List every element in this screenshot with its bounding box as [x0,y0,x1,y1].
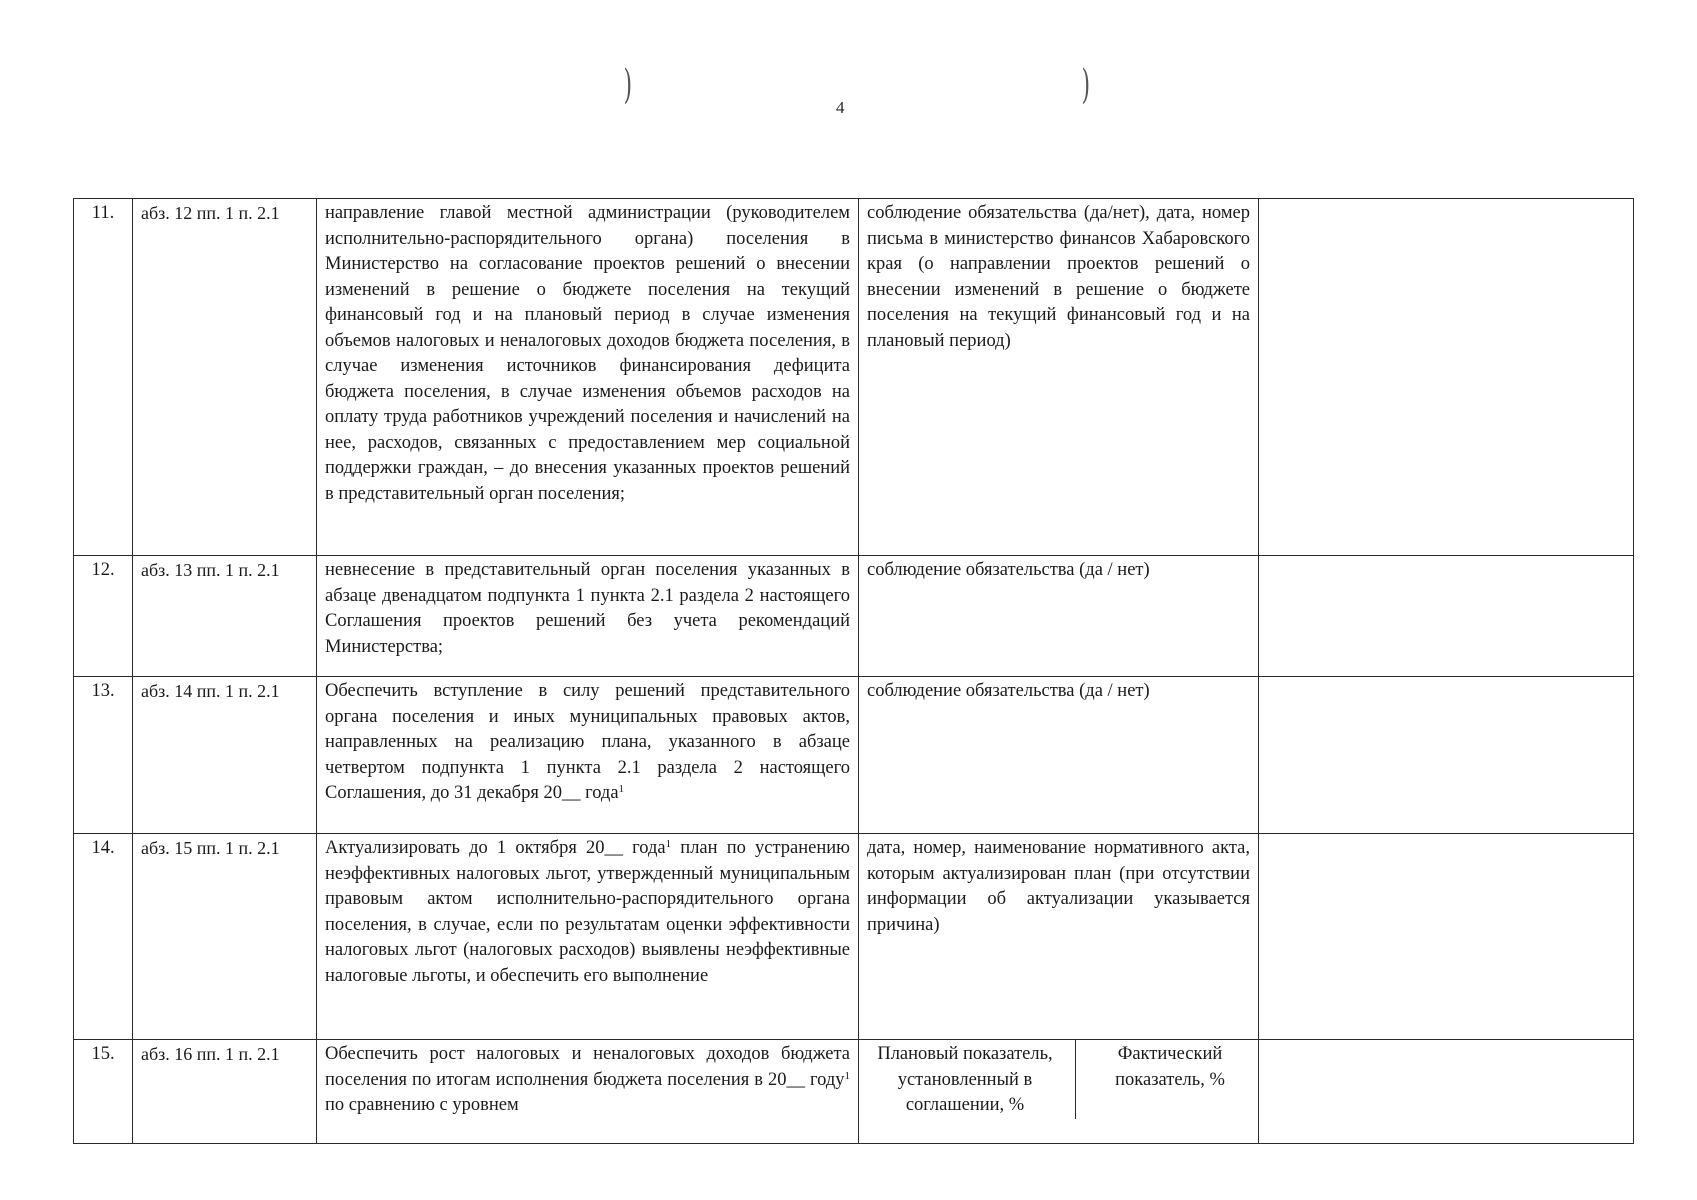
footnote-marker: 1 [844,1069,850,1082]
row-number: 11. [74,199,133,556]
table-row [74,677,1634,834]
footnote-marker: 1 [618,783,625,795]
indicator-split-cell [859,1040,1259,1144]
table-row [74,556,1634,677]
table-row [74,199,1634,556]
planned-indicator-header: Плановый показатель, установленный в соглашении, % [859,1040,1076,1119]
indicator-text: соблюдение обязательства (да/нет), дата, номер письма в министерство финансов Хабаровского края (о направлении проектов решений о внесении изменений в решение о бюджете поселения на текущий финансовый год и на плановый период) [859,199,1259,556]
clause-reference: абз. 13 пп. 1 п. 2.1 [133,556,317,677]
hole-punch-mark-right: ) [1081,62,1091,108]
obligation-text [317,1040,859,1144]
clause-reference: абз. 15 пп. 1 п. 2.1 [133,834,317,1040]
indicator-text: соблюдение обязательства (да / нет) [859,677,1259,834]
extra-cell [1259,1040,1634,1144]
indicator-text: соблюдение обязательства (да / нет) [859,556,1259,677]
clause-reference: абз. 16 пп. 1 п. 2.1 [133,1040,317,1144]
extra-cell [1259,677,1634,834]
hole-punch-mark-left: ) [623,62,633,108]
row-number: 15. [74,1040,133,1144]
indicator-subcolumns [859,1040,1258,1119]
row-number: 12. [74,556,133,677]
obligation-main: Обеспечить вступление в силу решений представительного органа поселения и иных муниципальных правовых актов, направленных на реализацию плана, указанного в абзаце четвертом подпункта 1 пункта 2.1 раздела 2 настоящего Соглашения, до 31 декабря 20__ года [325,681,850,803]
footnote-marker: 1 [665,838,672,850]
obligation-pre: Актуализировать до 1 октября 20__ года [325,838,666,858]
extra-cell [1259,556,1634,677]
obligation-text: невнесение в представительный орган поселения указанных в абзаце двенадцатом подпункта 1 пункта 2.1 раздела 2 настоящего Соглашения проектов решений без учета рекомендаций Министерства; [317,556,859,677]
row-number: 13. [74,677,133,834]
page-number: 4 [836,98,845,117]
obligation-pre: Обеспечить рост налоговых и неналоговых доходов бюджета поселения по итогам исполнения бюджета поселения в 20__ году [325,1044,850,1090]
obligation-text [317,677,859,834]
obligation-post: по сравнению с уровнем [325,1095,519,1115]
table-row [74,1040,1634,1144]
obligation-text [317,834,859,1040]
obligations-table [73,198,1634,1144]
actual-indicator-header: Фактический показатель, % [1115,1044,1225,1090]
clause-reference: абз. 14 пп. 1 п. 2.1 [133,677,317,834]
indicator-text: дата, номер, наименование нормативного акта, которым актуализирован план (при отсутствии информации об актуализации указывается причина) [859,834,1259,1040]
obligation-post: план по устранению неэффективных налоговых льгот, утвержденный муниципальным правовым актом исполнительно-распорядительного органа поселения, в случае, если по результатам оценки эффективности налоговых льгот (налоговых расходов) выявлены неэффективные налоговые льготы, и обеспечить его выполнение [325,838,850,986]
row-number: 14. [74,834,133,1040]
extra-cell [1259,199,1634,556]
obligation-text: направление главой местной администрации (руководителем исполнительно-распорядительного органа) поселения в Министерство на согласование проектов решений о внесении изменений в решение о бюджете поселения на текущий финансовый год и на плановый период в случае изменения объемов налоговых и неналоговых доходов бюджета поселения, в случае изменения источников финансирования дефицита бюджета поселения, в случае изменения объемов расходов на оплату труда работников учреждений поселения и начислений на нее, расходов, связанных с предоставлением мер социальной поддержки граждан, – до внесения указанных проектов решений в представительный орган поселения; [317,199,859,556]
extra-cell [1259,834,1634,1040]
table-row [74,834,1634,1040]
clause-reference: абз. 12 пп. 1 п. 2.1 [133,199,317,556]
